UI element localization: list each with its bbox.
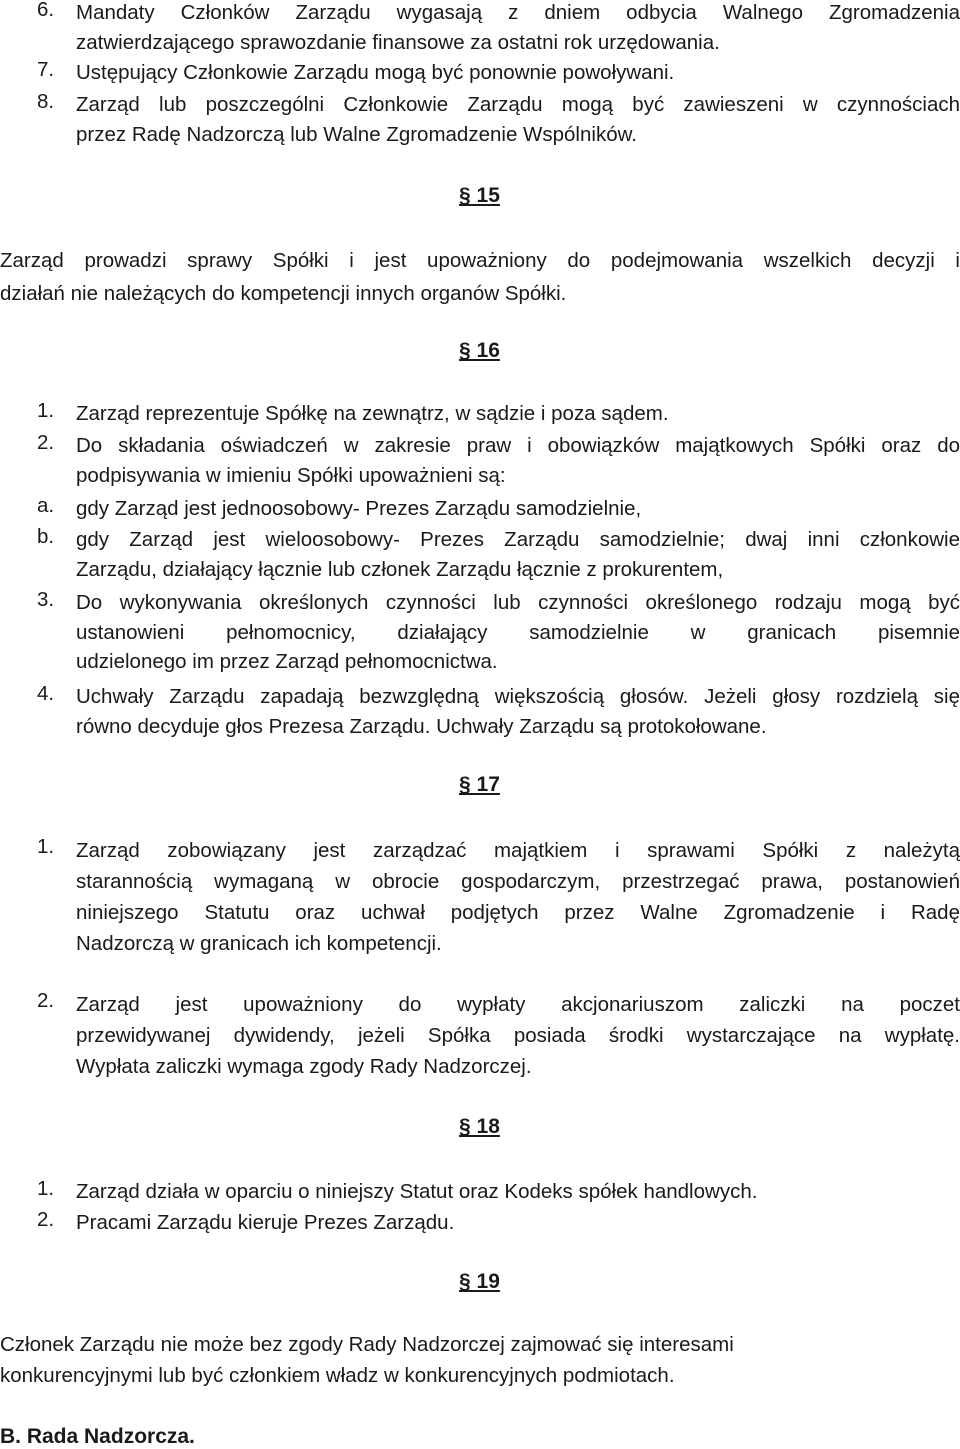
item-text: równo decyduje głos Prezesa Zarządu. Uchwały Zarządu są protokołowane. [76, 714, 767, 738]
item-text: gdy Zarząd jest wieloosobowy- Prezes Zarządu samodzielnie; dwaj inni członkowie [76, 528, 960, 551]
item-text: Zarządu, działający łącznie lub członek Zarządu łącznie z prokurentem, [76, 557, 724, 581]
chapter-heading: B. Rada Nadzorcza. [0, 1425, 195, 1448]
item-text: Zarząd zobowiązany jest zarządzać majątkiem i sprawami Spółki z należytą [76, 839, 960, 862]
item-text: podpisywania w imieniu Spółki upoważnieni są: [76, 463, 506, 487]
item-number: 1. [37, 399, 55, 422]
item-number: b. [37, 525, 55, 548]
item-text: Zarząd jest upoważniony do wypłaty akcjonariuszom zaliczki na poczet [76, 993, 960, 1016]
item-text: starannością wymaganą w obrocie gospodarczym, przestrzegać prawa, postanowień [76, 870, 960, 893]
item-text: gdy Zarząd jest jednoosobowy- Prezes Zarządu samodzielnie, [76, 497, 642, 520]
item-text: zatwierdzającego sprawozdanie finansowe za ostatni rok urzędowania. [76, 30, 720, 54]
item-number: 8. [37, 90, 55, 113]
item-text: Mandaty Członków Zarządu wygasają z dniem odbycia Walnego Zgromadzenia [76, 1, 960, 24]
list-item [0, 399, 960, 429]
item-text: przewidywanej dywidendy, jeżeli Spółka posiada środki wystarczające na wypłatę. [76, 1024, 960, 1047]
item-number: 6. [37, 0, 55, 21]
paragraph-line: konkurencyjnymi lub być członkiem władz w konkurencyjnych podmiotach. [0, 1364, 675, 1387]
item-number: 3. [37, 588, 55, 611]
list-item [0, 525, 960, 584]
item-number: a. [37, 494, 55, 517]
section-19-paragraph [0, 1329, 960, 1391]
list-item [0, 58, 960, 88]
section-title-16: § 16 [459, 339, 500, 362]
paragraph-line: działań nie należących do kompetencji innych organów Spółki. [0, 282, 567, 305]
section-title-15: § 15 [459, 184, 500, 207]
item-number: 7. [37, 58, 55, 81]
list-item [0, 1208, 960, 1238]
list-item [0, 0, 960, 57]
item-text: Zarząd lub poszczególni Członkowie Zarządu mogą być zawieszeni w czynnościach [76, 93, 960, 116]
list-item [0, 431, 960, 490]
section-title-17: § 17 [459, 773, 500, 796]
item-text: przez Radę Nadzorczą lub Walne Zgromadzenie Wspólników. [76, 122, 637, 146]
item-text: Ustępujący Członkowie Zarządu mogą być ponownie powoływani. [76, 61, 675, 84]
section-title-18: § 18 [459, 1115, 500, 1138]
list-item [0, 90, 960, 149]
item-text: Nadzorczą w granicach ich kompetencji. [76, 932, 442, 955]
item-text: Wypłata zaliczki wymaga zgody Rady Nadzorczej. [76, 1055, 532, 1078]
section-title-19: § 19 [459, 1270, 500, 1293]
paragraph-line: Członek Zarządu nie może bez zgody Rady Nadzorczej zajmować się interesami [0, 1333, 734, 1356]
section-15-paragraph [0, 244, 960, 310]
list-item [0, 682, 960, 741]
item-text: Do składania oświadczeń w zakresie praw i obowiązków majątkowych Spółki oraz do [76, 434, 960, 457]
item-number: 1. [37, 835, 55, 858]
list-item [0, 1177, 960, 1207]
item-number: 2. [37, 1208, 55, 1231]
item-number: 1. [37, 1177, 55, 1200]
list-item [0, 494, 960, 524]
list-item [0, 588, 960, 677]
item-number: 2. [37, 989, 55, 1012]
list-item [0, 835, 960, 959]
item-text: Pracami Zarządu kieruje Prezes Zarządu. [76, 1211, 455, 1234]
item-text: ustanowieni pełnomocnicy, działający samodzielnie w granicach pisemnie [76, 620, 960, 644]
item-number: 2. [37, 431, 55, 454]
paragraph-line: Zarząd prowadzi sprawy Spółki i jest upoważniony do podejmowania wszelkich decyzji i [0, 249, 960, 272]
item-text: udzielonego im przez Zarząd pełnomocnictwa. [76, 650, 498, 673]
item-text: Zarząd działa w oparciu o niniejszy Statut oraz Kodeks spółek handlowych. [76, 1180, 758, 1203]
item-text: niniejszego Statutu oraz uchwał podjętych przez Walne Zgromadzenie i Radę [76, 901, 960, 924]
list-item [0, 989, 960, 1082]
item-text: Do wykonywania określonych czynności lub czynności określonego rodzaju mogą być [76, 591, 960, 614]
item-number: 4. [37, 682, 55, 705]
item-text: Zarząd reprezentuje Spółkę na zewnątrz, w sądzie i poza sądem. [76, 402, 669, 425]
item-text: Uchwały Zarządu zapadają bezwzględną większością głosów. Jeżeli głosy rozdzielą się [76, 685, 960, 708]
